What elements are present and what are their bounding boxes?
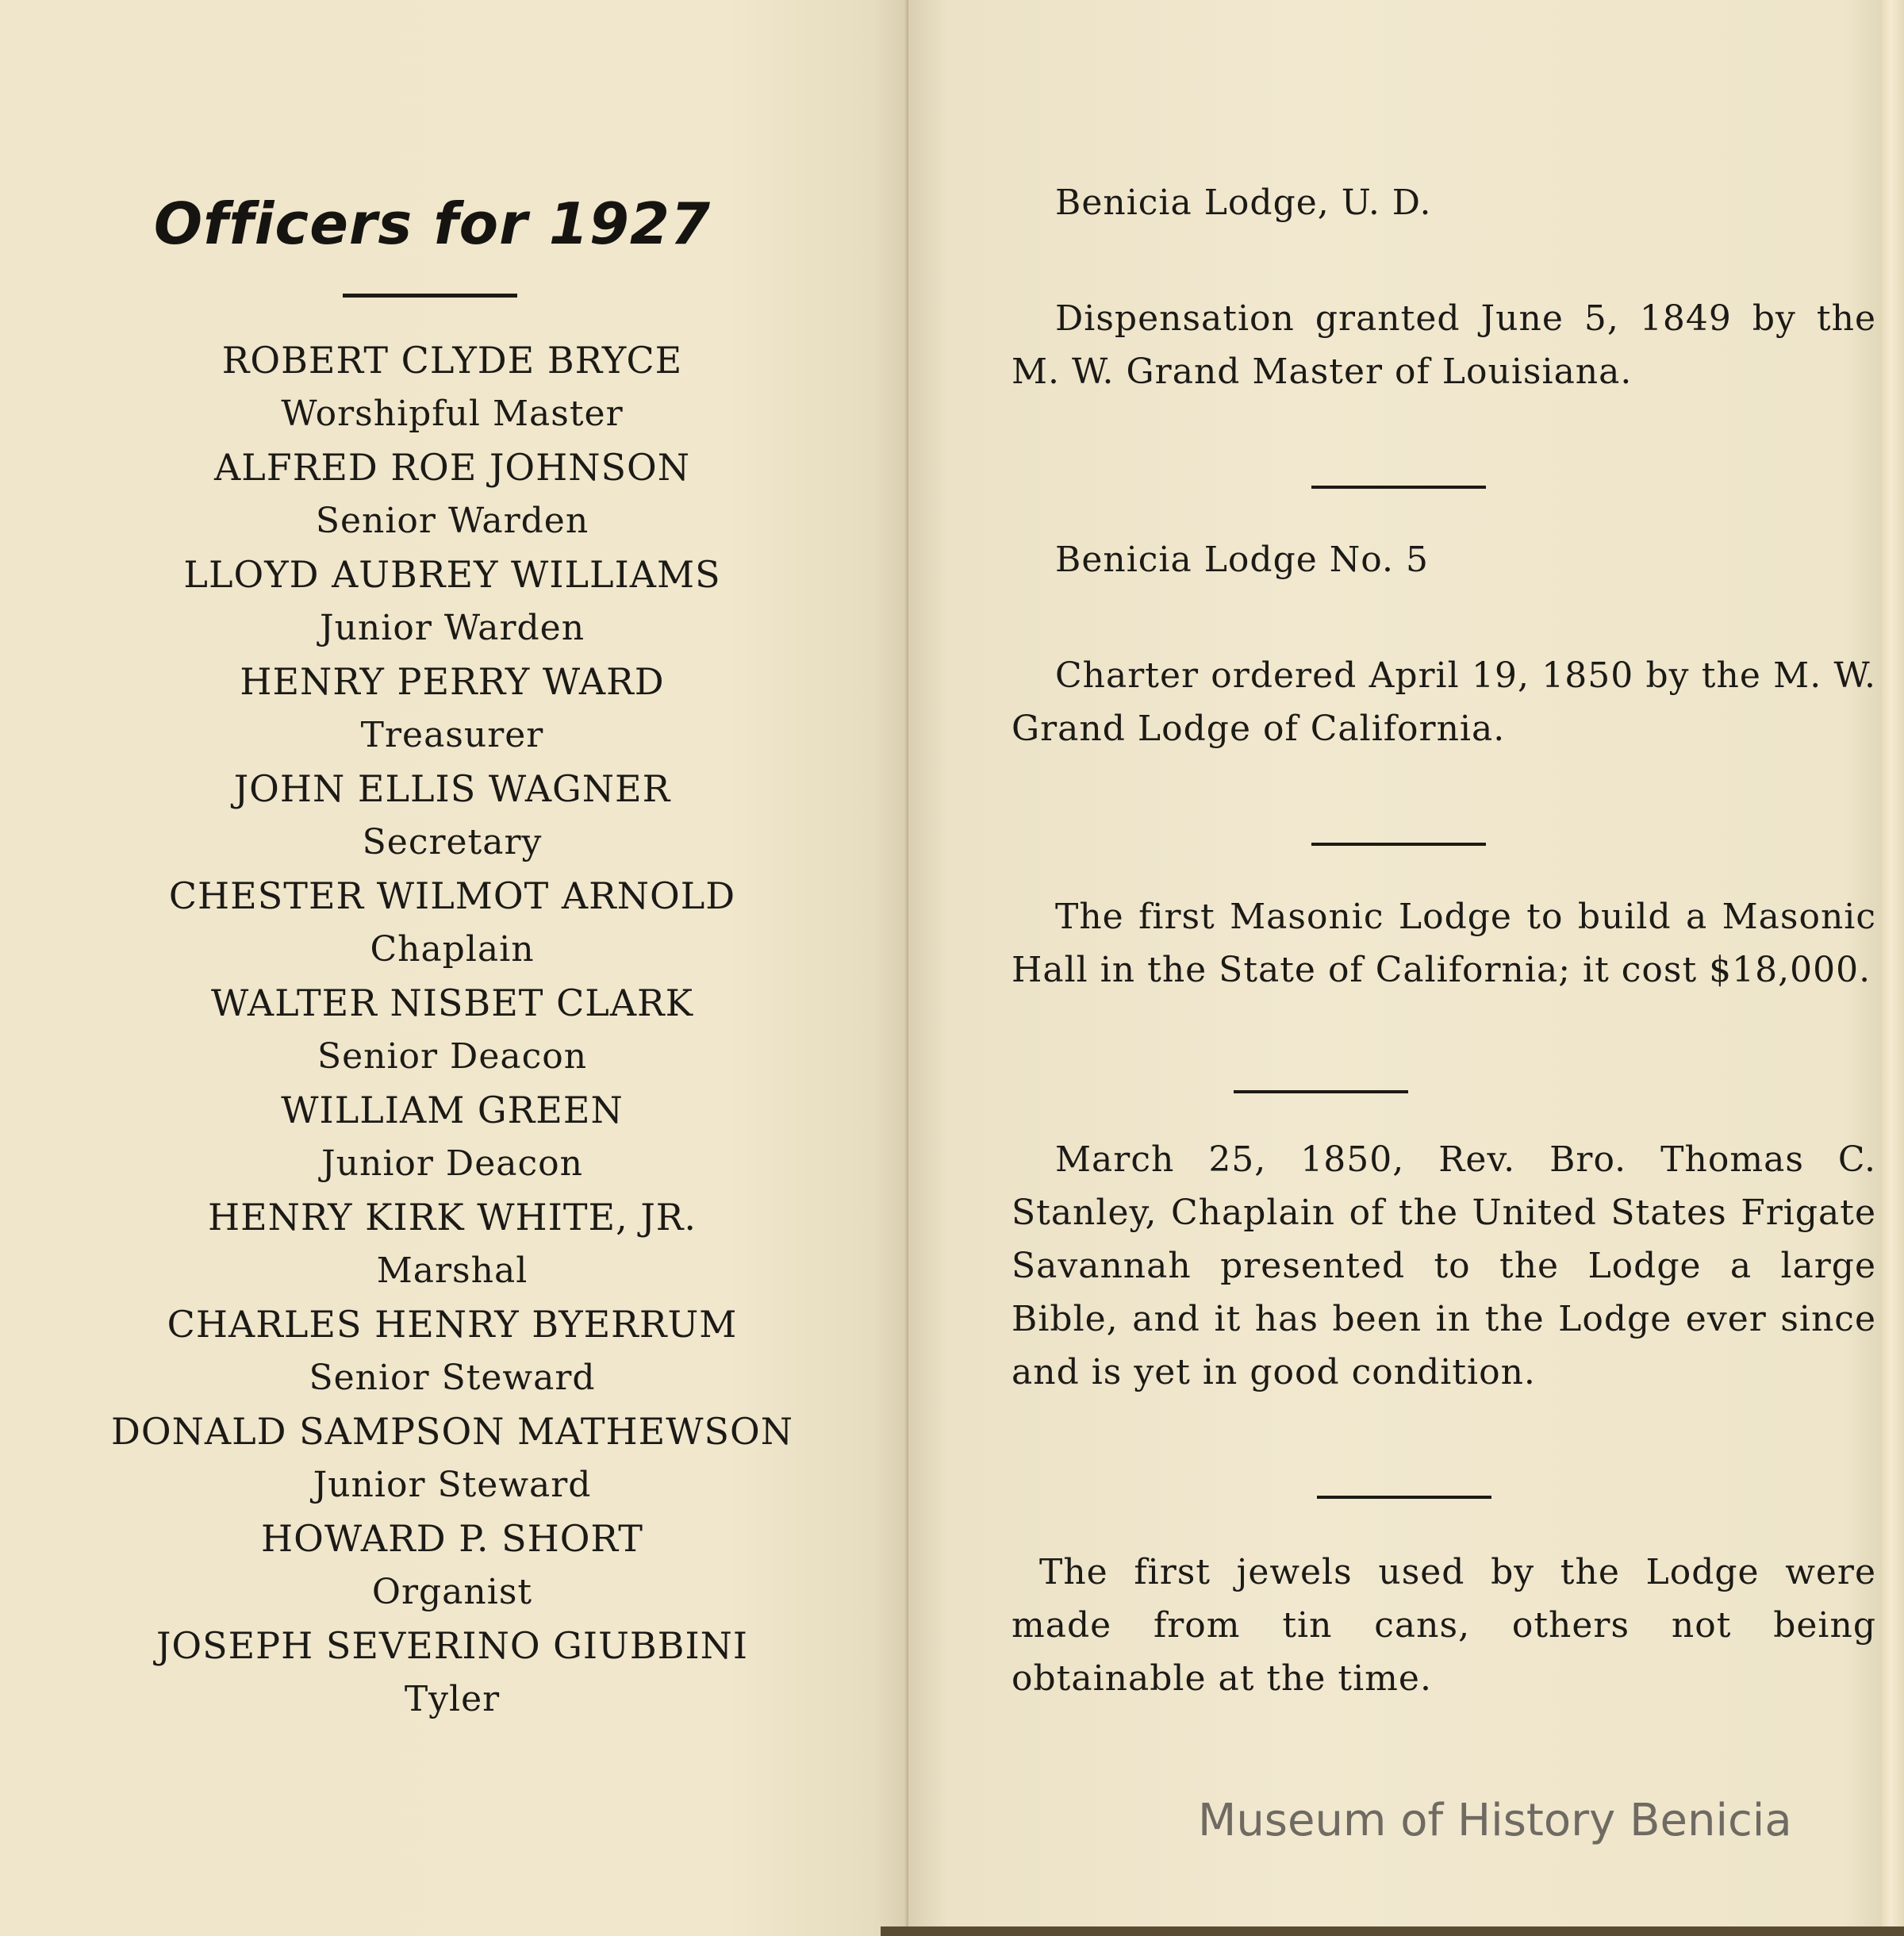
officer-entry [24,976,881,1083]
section-divider [1317,1496,1491,1499]
officer-entry [24,869,881,976]
officer-entry [24,1619,881,1726]
officer-entry [24,1190,881,1297]
paragraph-bible: March 25, 1850, Rev. Bro. Thomas C. Stanley, Chaplain of the United States Frigate Savannah presented to the Lodge a large Bible, and it has been in the Lodge ever since and is yet in good condition. [1012,1139,1876,1392]
officer-name: ROBERT CLYDE BRYCE [221,339,683,382]
officer-role: Organist [371,1572,533,1612]
officer-name: JOHN ELLIS WAGNER [233,767,671,810]
officer-name: HENRY KIRK WHITE, JR. [207,1196,697,1239]
paragraph-dispensation: Dispensation granted June 5, 1849 by the M. W. Grand Master of Louisiana. [1012,298,1876,392]
officer-role: Worshipful Master [281,394,624,434]
officer-entry [24,655,881,762]
watermark-text: Museum of History Benicia [1198,1795,1792,1846]
officer-entry [24,1297,881,1404]
officer-name: DONALD SAMPSON MATHEWSON [111,1410,793,1453]
left-page [0,0,908,1936]
section-divider [1234,1090,1408,1093]
officer-name: WALTER NISBET CLARK [210,981,694,1024]
officer-role: Junior Steward [313,1465,592,1505]
officer-role: Senior Warden [315,501,589,541]
officer-name: ALFRED ROE JOHNSON [214,446,690,489]
officer-role: Marshal [376,1250,528,1291]
paragraph-masonic-hall: The first Masonic Lodge to build a Masonic Hall in the State of California; it cost $18,000. [1012,897,1876,990]
officer-entry [24,1404,881,1512]
section-divider [1311,843,1486,846]
officer-name: JOSEPH SEVERINO GIUBBINI [155,1624,749,1667]
officer-entry [24,1083,881,1190]
officer-role: Tyler [404,1679,501,1719]
officer-entry [24,547,881,655]
officer-list [24,333,881,1726]
officer-role: Senior Deacon [317,1036,588,1077]
paragraph-charter: Charter ordered April 19, 1850 by the M. W. Grand Lodge of California. [1012,655,1876,749]
paragraph-jewels: The first jewels used by the Lodge were made from tin cans, others not being obtainable at the time. [1012,1552,1876,1699]
officer-name: CHARLES HENRY BYERRUM [167,1303,738,1346]
officer-role: Chaplain [370,929,535,970]
officer-name: WILLIAM GREEN [281,1089,624,1131]
heading-benicia-lodge-no5: Benicia Lodge No. 5 [1055,540,1429,580]
officer-role: Junior Warden [319,608,585,648]
officers-title: Officers for 1927 [153,190,712,257]
section-divider [1311,486,1486,489]
title-divider [343,294,517,298]
right-page [908,0,1884,1936]
officer-role: Secretary [362,822,543,862]
officer-name: HENRY PERRY WARD [240,660,665,703]
officer-name: LLOYD AUBREY WILLIAMS [183,553,721,596]
officer-entry [24,440,881,547]
heading-benicia-lodge-ud: Benicia Lodge, U. D. [1055,182,1432,223]
officer-role: Senior Steward [309,1358,596,1398]
bottom-shadow [881,1926,1904,1936]
officer-name: CHESTER WILMOT ARNOLD [168,874,736,917]
officer-entry [24,1512,881,1619]
officer-entry [24,762,881,869]
officer-name: HOWARD P. SHORT [261,1517,643,1560]
page-edge [1882,0,1904,1936]
officer-entry [24,333,881,440]
officer-role: Junior Deacon [321,1143,583,1184]
officer-role: Treasurer [360,715,544,755]
